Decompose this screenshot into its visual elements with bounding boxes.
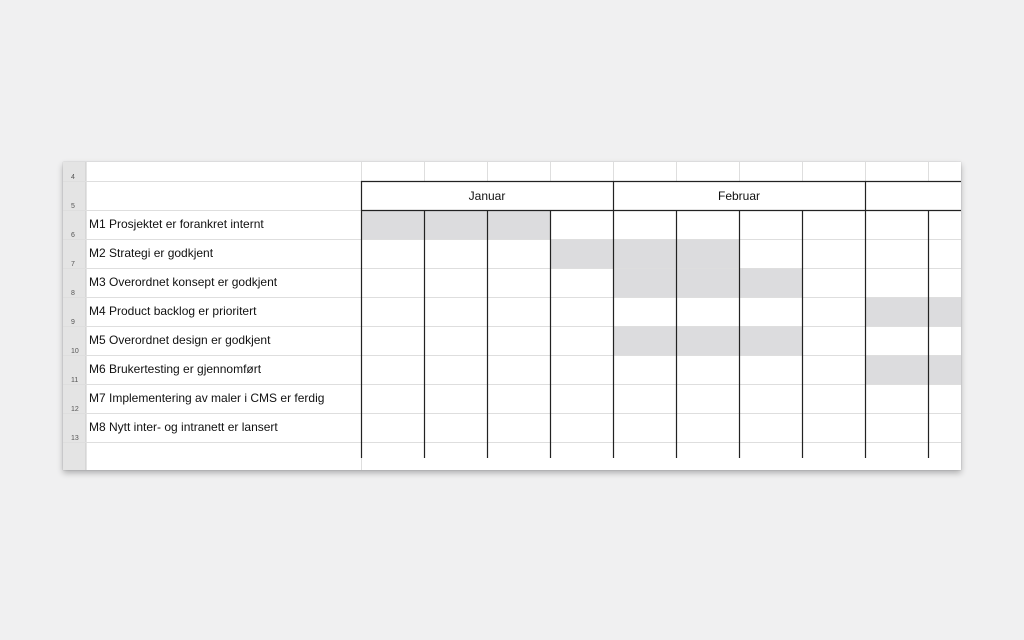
gantt-bar: [613, 269, 802, 297]
gantt-bar: [865, 356, 961, 384]
row-number: 11: [71, 377, 79, 384]
row-number: 6: [71, 232, 75, 239]
row-number: 5: [71, 203, 75, 210]
row-number: 10: [71, 348, 79, 355]
task-label: M3 Overordnet konsept er godkjent: [89, 275, 278, 289]
row-number: 12: [71, 406, 79, 413]
spreadsheet-gantt-sheet: [63, 162, 961, 470]
gantt-bar: [613, 327, 802, 355]
task-label: M6 Brukertesting er gjennomført: [89, 362, 262, 376]
gantt-bar: [550, 240, 739, 268]
task-label: M7 Implementering av maler i CMS er ferdig: [89, 391, 325, 405]
gantt-chart: [63, 162, 961, 470]
task-label: M2 Strategi er godkjent: [89, 246, 214, 260]
task-label: M5 Overordnet design er godkjent: [89, 333, 271, 347]
task-label: M1 Prosjektet er forankret internt: [89, 217, 264, 231]
month-label: Februar: [717, 189, 761, 203]
month-label: Januar: [468, 189, 506, 203]
row-number: 7: [71, 261, 75, 268]
gantt-bar: [361, 211, 550, 239]
row-number: 13: [71, 435, 79, 442]
task-label: M4 Product backlog er prioritert: [89, 304, 257, 318]
task-label: M8 Nytt inter- og intranett er lansert: [89, 420, 278, 434]
row-number: 4: [71, 174, 75, 181]
row-number: 8: [71, 290, 75, 297]
row-number: 9: [71, 319, 75, 326]
gantt-bar: [865, 298, 961, 326]
